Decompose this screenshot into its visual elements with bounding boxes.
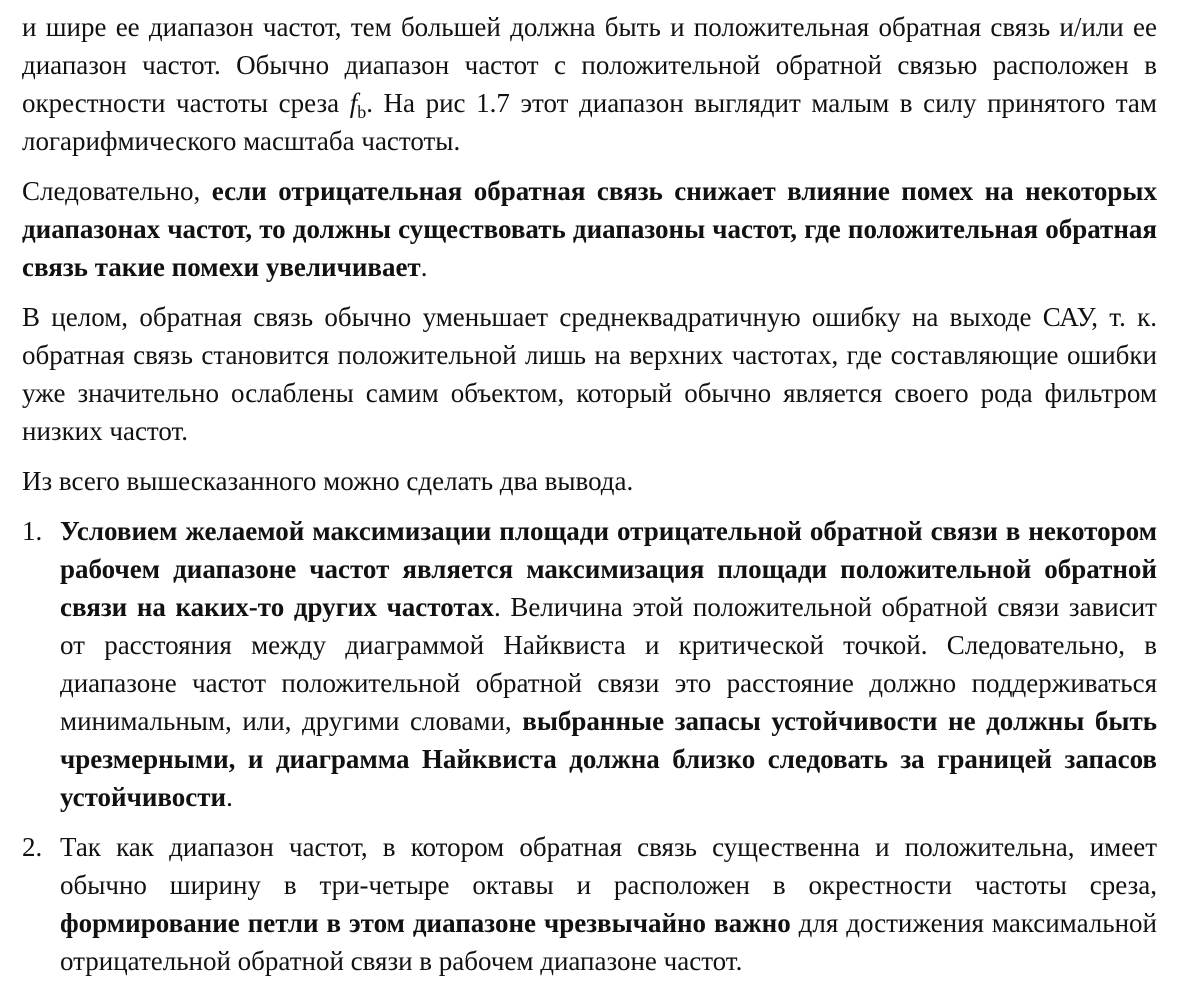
cutoff-frequency-subscript: b bbox=[357, 102, 367, 122]
paragraph-2-emphasis: если отрицательная обратная связь снижает влияние помех на некоторых диапазонах частот, то должны существовать диапазоны частот, где положительная обратная связь такие помехи увеличивает bbox=[22, 176, 1158, 282]
paragraph-2-text-b: . bbox=[420, 252, 428, 282]
list-item bbox=[22, 828, 1157, 980]
list-item-2-emphasis: формирование петли в этом диапазоне чрезвычайно важно bbox=[60, 908, 791, 938]
conclusions-list bbox=[22, 512, 1157, 980]
paragraph-2 bbox=[22, 172, 1157, 286]
list-item-2-text-b: для достижения максимальной отрицательной обратной связи в рабочем диапазоне частот. bbox=[60, 908, 1157, 976]
list-item-2-text-a: Так как диапазон частот, в котором обратная связь существенна и положительна, имеет обычно ширину в три-четыре октавы и расположен в окрестности частоты среза, bbox=[60, 832, 1157, 900]
paragraph-2-text-a: Следовательно, bbox=[22, 176, 212, 206]
paragraph-1 bbox=[22, 8, 1157, 160]
paragraph-4 bbox=[22, 462, 1157, 500]
list-item-number: 1. bbox=[22, 516, 43, 546]
list-item-1-text-a: . Величина этой положительной обратной связи зависит от расстояния между диаграммой Найквиста и критической точкой. Следовательно, в диапазоне частот положительной обратной связи это расстояние должно поддерживаться минимальным, или, другими словами, bbox=[60, 592, 1157, 736]
list-item bbox=[22, 512, 1157, 816]
paragraph-1-text-b: . На рис 1.7 этот диапазон выглядит малым в силу принятого там логарифмического масштаба частоты. bbox=[22, 88, 1157, 156]
list-item-1-emphasis-b: выбранные запасы устойчивости не должны быть чрезмерными, и диаграмма Найквиста должна близко следовать за границей запасов устойчивости bbox=[60, 706, 1158, 812]
cutoff-frequency-symbol: f bbox=[349, 88, 358, 118]
list-item-1-text-b: . bbox=[226, 782, 233, 812]
paragraph-4-text: Из всего вышесказанного можно сделать два вывода. bbox=[22, 466, 634, 496]
paragraph-3-text: В целом, обратная связь обычно уменьшает среднеквадратичную ошибку на выходе САУ, т. к. обратная связь становится положительной лишь на верхних частотах, где составляющие ошибки уже значительно ослаблены самим объектом, который обычно является своего рода фильтром низких частот. bbox=[22, 302, 1157, 446]
list-item-1-emphasis-a: Условием желаемой максимизации площади отрицательной обратной связи в некотором рабочем диапазоне частот является максимизация площади положительной обратной связи на каких-то других частотах bbox=[60, 516, 1157, 622]
paragraph-3 bbox=[22, 298, 1157, 450]
list-item-number: 2. bbox=[22, 832, 43, 862]
paragraph-1-text-a: и шире ее диапазон частот, тем большей должна быть и положительная обратная связь и/или ее диапазон частот. Обычно диапазон частот с положительной обратной связью расположен в окрестности частоты среза bbox=[22, 12, 1157, 118]
document-page bbox=[22, 8, 1157, 992]
